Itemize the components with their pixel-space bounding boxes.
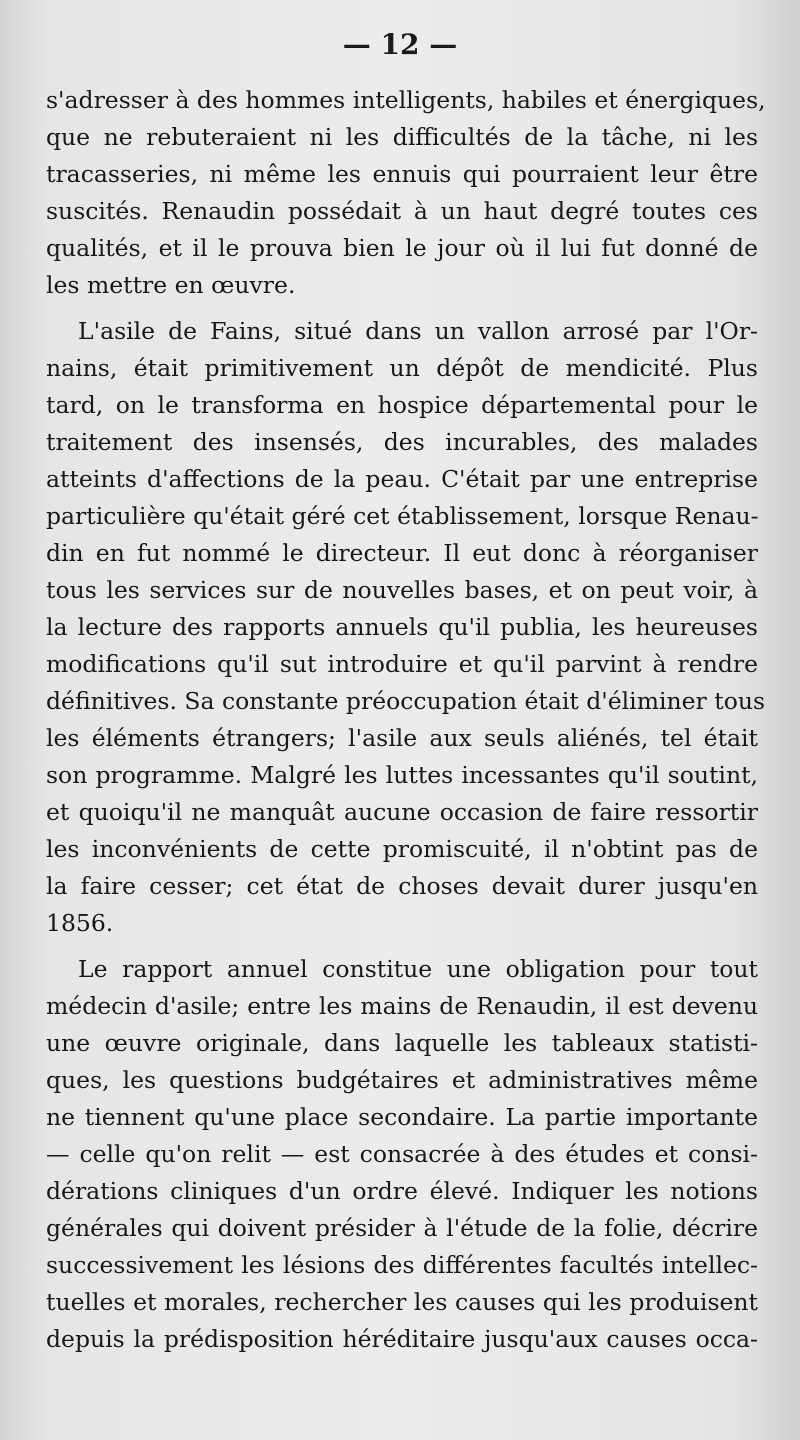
text-line: tard, on le transforma en hospice départemental pour le [46, 391, 758, 419]
text-line: atteints d'affections de la peau. C'était par une entreprise [46, 465, 758, 493]
text-line: médecin d'asile; entre les mains de Renaudin, il est devenu [46, 992, 758, 1020]
text-line: Le rapport annuel constitue une obligation pour tout [78, 955, 758, 983]
text-line: tracasseries, ni même les ennuis qui pourraient leur être [46, 160, 758, 188]
text-line: ques, les questions budgétaires et administratives même [46, 1066, 758, 1094]
text-line: une œuvre originale, dans laquelle les tableaux statisti- [46, 1029, 758, 1057]
text-line: les inconvénients de cette promiscuité, il n'obtint pas de [46, 835, 758, 863]
text-line: son programme. Malgré les luttes incessantes qu'il soutint, [46, 761, 758, 789]
text-line: les mettre en œuvre. [46, 271, 296, 299]
text-line: depuis la prédisposition héréditaire jusqu'aux causes occa- [46, 1325, 758, 1353]
text-line: L'asile de Fains, situé dans un vallon arrosé par l'Or- [78, 317, 758, 345]
text-line: tous les services sur de nouvelles bases, et on peut voir, à [46, 576, 758, 604]
text-line: traitement des insensés, des incurables, des malades [46, 428, 758, 456]
text-line: dérations cliniques d'un ordre élevé. Indiquer les notions [46, 1177, 758, 1205]
text-line: suscités. Renaudin possédait à un haut degré toutes ces [46, 197, 758, 225]
text-line: din en fut nommé le directeur. Il eut donc à réorganiser [46, 539, 758, 567]
text-line: nains, était primitivement un dépôt de mendicité. Plus [46, 354, 758, 382]
page-number: — 12 — [342, 28, 458, 61]
text-line: générales qui doivent présider à l'étude de la folie, décrire [46, 1214, 758, 1242]
text-line: particulière qu'était géré cet établissement, lorsque Renau- [46, 502, 759, 530]
text-line: ne tiennent qu'une place secondaire. La partie importante [46, 1103, 758, 1131]
text-line: définitives. Sa constante préoccupation était d'éliminer tous [46, 687, 766, 715]
text-line: 1856. [46, 909, 114, 937]
text-line: successivement les lésions des différentes facultés intellec- [46, 1251, 758, 1279]
text-line: s'adresser à des hommes intelligents, habiles et énergiques, [46, 86, 766, 114]
text-line: — celle qu'on relit — est consacrée à des études et consi- [46, 1140, 758, 1168]
text-line: et quoiqu'il ne manquât aucune occasion de faire ressortir [46, 798, 758, 826]
text-line: qualités, et il le prouva bien le jour où il lui fut donné de [46, 234, 758, 262]
text-line: tuelles et morales, rechercher les causes qui les produisent [46, 1288, 758, 1316]
text-line: la faire cesser; cet état de choses devait durer jusqu'en [46, 872, 758, 900]
text-line: que ne rebuteraient ni les difficultés de la tâche, ni les [46, 123, 758, 151]
text-line: modifications qu'il sut introduire et qu'il parvint à rendre [46, 650, 758, 678]
text-line: les éléments étrangers; l'asile aux seuls aliénés, tel était [46, 724, 758, 752]
text-line: la lecture des rapports annuels qu'il publia, les heureuses [46, 613, 758, 641]
